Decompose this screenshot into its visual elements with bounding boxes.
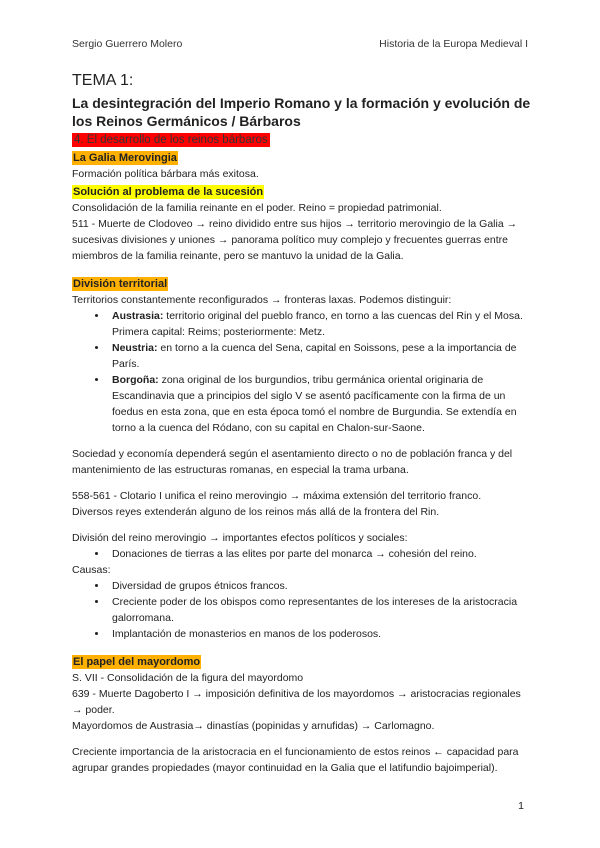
region-term: Borgoña: xyxy=(112,374,159,386)
division-intro: Territorios constantemente reconfigurados → fronteras laxas. Podemos distinguir: xyxy=(72,294,452,306)
efectos-text: División del reino merovingio → importantes efectos políticos y sociales: xyxy=(72,532,408,544)
region-term: Neustria: xyxy=(112,342,158,354)
page-number: 1 xyxy=(518,800,524,812)
header-course: Historia de la Europa Medieval I xyxy=(379,38,528,50)
sociedad-text: Sociedad y economía dependerá según el asentamiento directo o no de población franca y del mantenimiento de las estructuras romanas, en especial la trama urbana. xyxy=(72,448,513,476)
mayordomo-heading: El papel del mayordomo xyxy=(73,656,201,668)
list-item xyxy=(108,308,532,340)
list-item: • Diversidad de grupos étnicos francos. xyxy=(108,578,532,594)
list-item: • Creciente poder de los obispos como representantes de los intereses de la aristocracia galorromana. xyxy=(108,594,532,626)
mayordomo-line3: Mayordomos de Austrasia→ dinastías (popinidas y arnufidas) → Carlomagno. xyxy=(72,720,435,732)
page-content xyxy=(72,72,532,776)
mayordomo-line4: Creciente importancia de la aristocracia en el funcionamiento de estos reinos ← capacidad para agrupar grandes propiedades (mayor continuidad en la Galia que el latifundio bajoimperial). xyxy=(72,746,519,774)
mayordomo-line1: S. VII - Consolidación de la figura del mayordomo xyxy=(72,672,304,684)
header-author: Sergio Guerrero Molero xyxy=(72,38,183,50)
causas-list xyxy=(72,578,532,642)
document-subtitle: La desintegración del Imperio Romano y la formación y evolución de los Reinos Germánicos / Bárbaros xyxy=(72,95,531,129)
list-item: • Donaciones de tierras a las elites por parte del monarca → cohesión del reino. xyxy=(108,546,532,562)
region-text: en torno a la cuenca del Sena, capital en Soissons, pese a la importancia de París. xyxy=(112,342,517,370)
causas-label: Causas: xyxy=(72,564,111,576)
list-item: • Implantación de monasterios en manos de los poderosos. xyxy=(108,626,532,642)
clotario-line2: Diversos reyes extenderán alguno de los reinos más allá de la frontera del Rin. xyxy=(72,506,440,518)
sucesion-p1: Consolidación de la familia reinante en el poder. Reino = propiedad patrimonial. xyxy=(72,202,442,214)
sucesion-heading: Solución al problema de la sucesión xyxy=(73,186,264,198)
division-heading: División territorial xyxy=(73,278,168,290)
efectos-list xyxy=(72,546,532,562)
list-item xyxy=(108,372,532,436)
list-item xyxy=(108,340,532,372)
clotario-line1: 558-561 - Clotario I unifica el reino merovingio → máxima extensión del territorio franco. xyxy=(72,490,482,502)
mayordomo-line2: 639 - Muerte Dagoberto I → imposición definitiva de los mayordomos → aristocracias regionales → poder. xyxy=(72,688,521,716)
sucesion-p2: 511 - Muerte de Clodoveo → reino dividido entre sus hijos → territorio merovingio de la Galia → sucesivas divisiones y uniones → panorama político muy complejo y frecuentes guerras entre miembros de la familia reinante, pero se mantuvo la unidad de la Galia. xyxy=(72,218,518,262)
region-term: Austrasia: xyxy=(112,310,164,322)
section-title: 4. El desarrollo de los reinos bárbaros xyxy=(74,134,268,146)
regions-list xyxy=(72,308,532,436)
galia-heading: La Galia Merovingia xyxy=(73,152,177,164)
tema-title: TEMA 1: xyxy=(72,72,134,89)
region-text: zona original de los burgundios, tribu germánica oriental originaria de Escandinavia que a principios del siglo V se asentó pacíficamente con la firma de un foedus en esta zona, que en esta época tomó el nombre de Burgundia. Se extendía en torno a la cuenca del Ródano, con su capital en Chalon-sur-Saone. xyxy=(112,374,517,434)
galia-text: Formación política bárbara más exitosa. xyxy=(72,168,259,180)
region-text: territorio original del pueblo franco, en torno a las cuencas del Rin y el Mosa. Primera capital: Reims; posteriormente: Metz. xyxy=(112,310,523,338)
